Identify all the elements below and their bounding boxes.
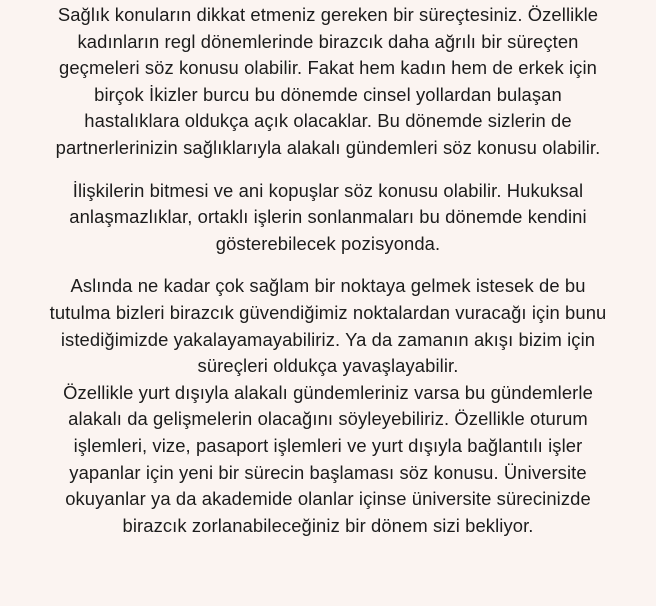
text-line: kadınların regl dönemlerinde birazcık daha ağrılı bir süreçten [77, 30, 579, 52]
text-line: birazcık zorlanabileceğiniz bir dönem sizi bekliyor. [122, 514, 534, 536]
paragraph-spacer [6, 162, 650, 178]
paragraph-relationships [6, 178, 650, 258]
text-line: istediğimizde yakalayamayabiliriz. Ya da zamanın akışı bizim için [60, 328, 596, 350]
text-line: süreçleri oldukça yavaşlayabilir. [197, 355, 459, 377]
text-line: okuyanlar ya da akademide olanlar içinse üniversite sürecinizde [65, 488, 591, 510]
text-line: İlişkilerin bitmesi ve ani kopuşlar söz konusu olabilir. Hukuksal [72, 179, 584, 201]
text-line: Aslında ne kadar çok sağlam bir noktaya gelmek istesek de bu [70, 275, 586, 297]
paragraph-eclipse [6, 273, 650, 539]
text-line: işlemleri, vize, pasaport işlemleri ve yurt dışıyla bağlantılı işler [73, 434, 583, 456]
text-line: geçmeleri söz konusu olabilir. Fakat hem kadın hem de erkek için [59, 57, 597, 79]
text-line: birçok İkizler burcu bu dönemde cinsel yollardan bulaşan [94, 83, 562, 105]
text-line: alakalı da gelişmelerin olacağını söyleyebiliriz. Özellikle oturum [68, 408, 588, 430]
text-line: tutulma bizleri birazcık güvendiğimiz noktalardan vuracağı için bunu [49, 301, 607, 323]
text-line: gösterebilecek pozisyonda. [215, 232, 441, 254]
text-line: partnerlerinizin sağlıklarıyla alakalı gündemleri söz konusu olabilir. [55, 136, 601, 158]
text-line: Sağlık konuların dikkat etmeniz gereken bir süreçtesiniz. Özellikle [57, 4, 599, 25]
text-line: anlaşmazlıklar, ortaklı işlerin sonlanmaları bu dönemde kendini [69, 206, 587, 228]
text-line: hastalıklara oldukça açık olacaklar. Bu dönemde sizlerin de [84, 110, 572, 132]
paragraph-spacer [6, 257, 650, 273]
paragraph-health [6, 2, 650, 162]
text-line: yapanlar için yeni bir sürecin başlaması söz konusu. Üniversite [69, 461, 587, 483]
text-line: Özellikle yurt dışıyla alakalı gündemleriniz varsa bu gündemlerle [63, 381, 593, 403]
